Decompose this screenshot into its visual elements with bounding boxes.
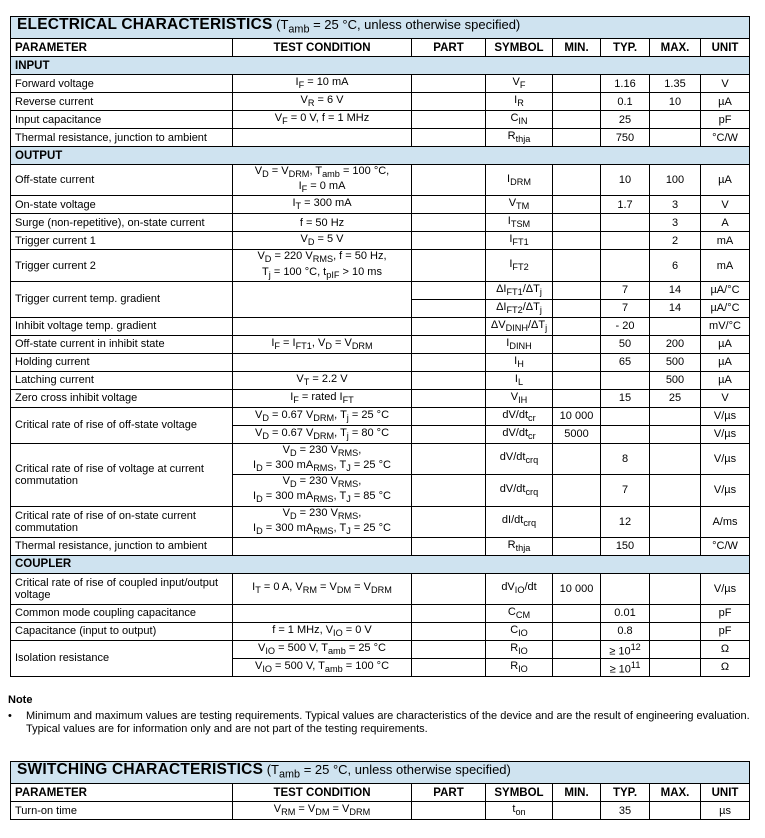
bullet-icon: • — [8, 710, 12, 722]
table-title: ELECTRICAL CHARACTERISTICS ($T_{amb} = 25$ °C, unless otherwise specified) — [11, 17, 750, 39]
table-row: Critical rate of rise of off-state voltage $V_D = 0.67$ $V_{DRM}$, $T_j = 25$ °C $dV/dt_{cr}$ 10 000 V/µs — [11, 407, 750, 425]
table-row: $V_D = 0.67$ $V_{DRM}$, $T_j = 80$ °C $dV/dt_{cr}$ 5000 V/µs — [11, 425, 750, 443]
col-part: PART — [412, 784, 486, 802]
note-title: Note — [8, 694, 33, 706]
note-text: Minimum and maximum values are testing requirements. Typical values are characteristics of the device and are the result of engineering evaluation. Typical values are for information only and are not part of the testing requirements. — [26, 710, 750, 735]
table-row: Off-state current $V_D = V_{DRM}$, $T_{amb} = 100$ °C, $I_F = 0$ mA $I_{DRM}$ 10 100 µA — [11, 165, 750, 196]
header-row — [11, 784, 750, 802]
note-body — [8, 710, 756, 736]
table-title-row — [11, 762, 750, 784]
header-row — [11, 39, 750, 57]
table-row: Input capacitance $V_F = 0$ V, f = 1 MHz $C_{IN}$ 25 pF — [11, 111, 750, 129]
col-unit: UNIT — [701, 39, 750, 57]
table-row: $\Delta I_{FT2}/\Delta T_j$ 7 14 µA/°C — [11, 299, 750, 317]
table-row: Critical rate of rise of voltage at current commutation $V_D = 230$ $V_{RMS}$, $I_D = 300$ $mA_{RMS}$, $T_J = 25$ °C $dV/dt_{crq}$ 8 V/µs — [11, 443, 750, 474]
col-part: PART — [412, 39, 486, 57]
table-row: Common mode coupling capacitance $C_{CM}$ 0.01 pF — [11, 604, 750, 622]
table-row: Trigger current 2 $V_D = 220$ $V_{RMS}$, f = 50 Hz, $T_j = 100$ °C, $t_{pIF} > 10$ ms $I_{FT2}$ 6 mA — [11, 250, 750, 281]
table-title: SWITCHING CHARACTERISTICS ($T_{amb} = 25$ °C, unless otherwise specified) — [11, 762, 750, 784]
table-row: $V_{IO} = 500$ V, $T_{amb} = 100$ °C $R_{IO}$ ≥ $10^{11}$ Ω — [11, 658, 750, 676]
table-row: Latching current $V_T = 2.2$ V $I_L$ 500 µA — [11, 371, 750, 389]
section-coupler: COUPLER — [11, 555, 750, 573]
switching-characteristics-table — [10, 761, 750, 820]
section-output: OUTPUT — [11, 147, 750, 165]
table-row: Surge (non-repetitive), on-state current f = 50 Hz $I_{TSM}$ 3 A — [11, 214, 750, 232]
table-row: Inhibit voltage temp. gradient $\Delta V_{DINH}/\Delta T_j$ - 20 mV/°C — [11, 317, 750, 335]
table-row: Turn-on time $V_{RM} = V_{DM} = V_{DRM}$ $t_{on}$ 35 µs — [11, 802, 750, 820]
table-row: On-state voltage $I_T = 300$ mA $V_{TM}$ 1.7 3 V — [11, 196, 750, 214]
col-typ: TYP. — [601, 784, 650, 802]
table-row: Zero cross inhibit voltage $I_F$ = rated $I_{FT}$ $V_{IH}$ 15 25 V — [11, 389, 750, 407]
col-symbol: SYMBOL — [486, 784, 553, 802]
table-row: Thermal resistance, junction to ambient $R_{thja}$ 150 °C/W — [11, 537, 750, 555]
section-input: INPUT — [11, 57, 750, 75]
col-typ: TYP. — [601, 39, 650, 57]
col-test-condition: TEST CONDITION — [233, 39, 412, 57]
col-test-condition: TEST CONDITION — [233, 784, 412, 802]
table-row: Capacitance (input to output) f = 1 MHz, $V_{IO} = 0$ V $C_{IO}$ 0.8 pF — [11, 622, 750, 640]
col-max: MAX. — [650, 39, 701, 57]
col-max: MAX. — [650, 784, 701, 802]
col-symbol: SYMBOL — [486, 39, 553, 57]
table-row: Critical rate of rise of coupled input/output voltage $I_T = 0$ A, $V_{RM} = V_{DM} = V_{DRM}$ $dV_{IO}/dt$ 10 000 V/µs — [11, 573, 750, 604]
table-row: Holding current $I_H$ 65 500 µA — [11, 353, 750, 371]
col-min: MIN. — [553, 784, 601, 802]
table-row: Isolation resistance $V_{IO} = 500$ V, $T_{amb} = 25$ °C $R_{IO}$ ≥ $10^{12}$ Ω — [11, 640, 750, 658]
table-title-row — [11, 17, 750, 39]
table-row: Forward voltage $I_F = 10$ mA $V_F$ 1.16 1.35 V — [11, 75, 750, 93]
table-row: Thermal resistance, junction to ambient $R_{thja}$ 750 °C/W — [11, 129, 750, 147]
col-min: MIN. — [553, 39, 601, 57]
table-row: Trigger current temp. gradient $\Delta I_{FT1}/\Delta T_j$ 7 14 µA/°C — [11, 281, 750, 299]
table-row: Reverse current $V_R = 6$ V $I_R$ 0.1 10 µA — [11, 93, 750, 111]
table-row: Off-state current in inhibit state $I_F = I_{FT1}$, $V_D = V_{DRM}$ $I_{DINH}$ 50 200 µA — [11, 335, 750, 353]
col-parameter: PARAMETER — [11, 39, 233, 57]
table-row: Trigger current 1 $V_D = 5$ V $I_{FT1}$ 2 mA — [11, 232, 750, 250]
electrical-characteristics-table — [10, 16, 750, 677]
table-row: $V_D = 230$ $V_{RMS}$, $I_D = 300$ $mA_{RMS}$, $T_J = 85$ °C $dV/dt_{crq}$ 7 V/µs — [11, 475, 750, 506]
table-row: Critical rate of rise of on-state current commutation $V_D = 230$ $V_{RMS}$, $I_D = 300$ $mA_{RMS}$, $T_J = 25$ °C $dI/dt_{crq}$ 12 A/ms — [11, 506, 750, 537]
col-unit: UNIT — [701, 784, 750, 802]
col-parameter: PARAMETER — [11, 784, 233, 802]
